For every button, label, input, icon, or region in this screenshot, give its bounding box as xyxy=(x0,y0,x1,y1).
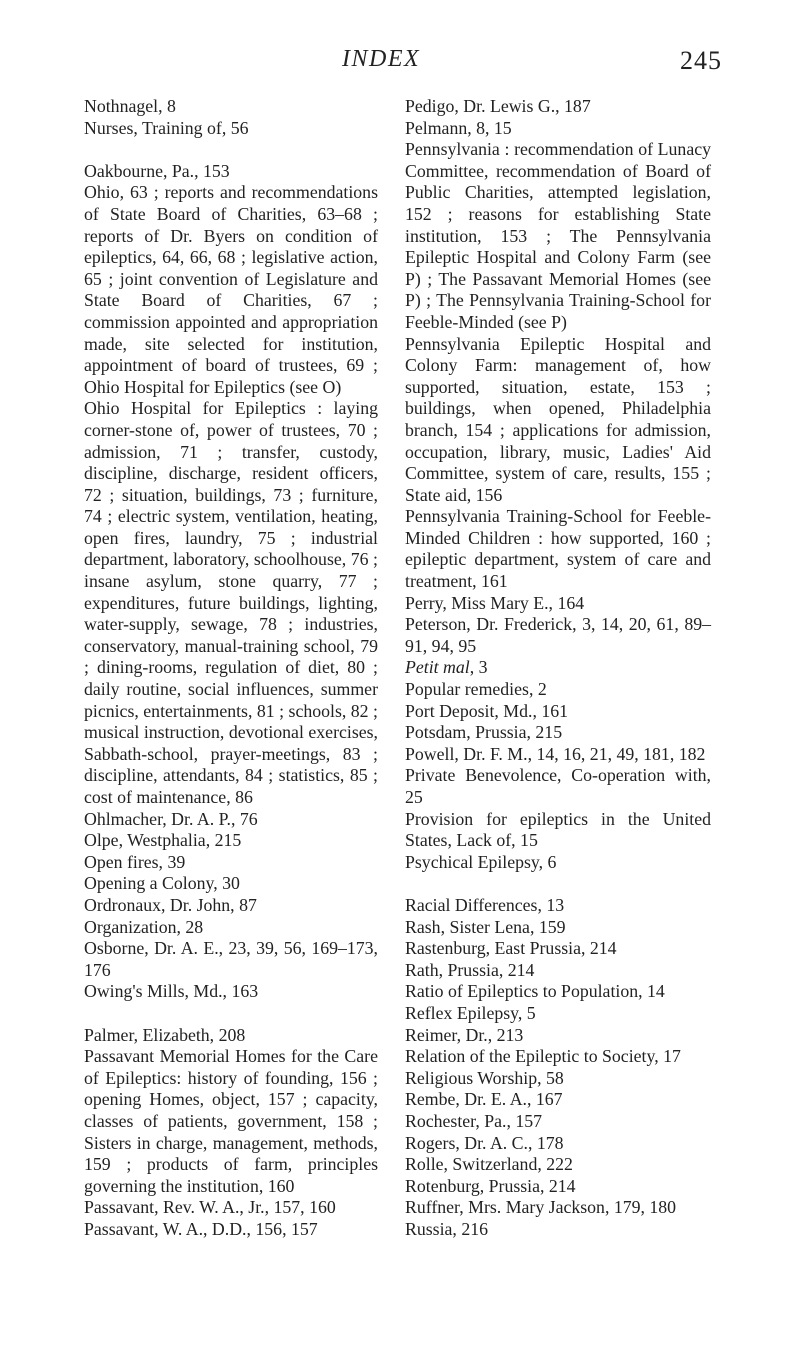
index-entry-text: Rolle, Switzerland, 222 xyxy=(405,1154,573,1175)
index-entry-text: Rash, Sister Lena, 159 xyxy=(405,916,566,937)
index-entry xyxy=(405,118,711,140)
index-entry xyxy=(405,334,711,507)
index-entry xyxy=(84,182,378,398)
index-entry-text: Relation of the Epileptic to Society, 17 xyxy=(405,1046,681,1067)
index-entry xyxy=(84,161,378,183)
index-entry-text: Psychical Epilepsy, 6 xyxy=(405,851,557,872)
page-number: 245 xyxy=(680,46,722,75)
index-entry-text: Ohio Hospital for Epileptics : laying corner-stone of, power of trustees, 70 ; admission, 71 ; transfer, custody, discipline, discharge, resident officers, 72 ; situation, buildings, 73 ; furniture, 74 ; electric system, ventilation, heating, open fires, laundry, 75 ; industrial department, laboratory, schoolhouse, 76 ; insane asylum, stone quarry, 77 ; expenditures, future buildings, lighting, water-supply, sewage, 78 ; industries, conservatory, manual-training school, 79 ; dining-rooms, regulation of diet, 80 ; daily routine, social influences, summer picnics, entertainments, 81 ; schools, 82 ; musical instruction, devotional exercises, Sabbath-school, prayer-meetings, 83 ; discipline, attendants, 84 ; statistics, 85 ; cost of maintenance, 86 xyxy=(84,398,378,807)
index-entry xyxy=(405,593,711,615)
index-entry xyxy=(405,1046,711,1068)
index-entry-text: Ruffner, Mrs. Mary Jackson, 179, 180 xyxy=(405,1197,677,1218)
index-column-right xyxy=(405,96,711,1240)
index-entry-text: Passavant, Rev. W. A., Jr., 157, 160 xyxy=(84,1197,336,1218)
index-entry-text: Pennsylvania Epileptic Hospital and Colony Farm: management of, how supported, situation, estate, 153 ; buildings, when opened, Philadelphia branch, 154 ; applications for admission, occupation, library, music, Ladies' Aid Committee, system of care, results, 155 ; State aid, 156 xyxy=(405,333,711,505)
index-entry xyxy=(84,873,378,895)
index-entry-text: Nothnagel, 8 xyxy=(84,96,176,116)
index-entry-text: Provision for epileptics in the United States, Lack of, 15 xyxy=(405,808,711,851)
index-entry-text: Russia, 216 xyxy=(405,1218,488,1239)
index-entry-text: Reimer, Dr., 213 xyxy=(405,1024,524,1045)
index-entry-text: Organization, 28 xyxy=(84,916,204,937)
index-entry-text: Peterson, Dr. Frederick, 3, 14, 20, 61, 89–91, 94, 95 xyxy=(405,614,711,656)
index-entry xyxy=(84,809,378,831)
index-entry-italic-term: Petit mal xyxy=(405,657,470,678)
index-entry xyxy=(405,1089,711,1111)
index-entry xyxy=(405,657,711,679)
index-entry-text: Ratio of Epileptics to Population, 14 xyxy=(405,981,665,1002)
index-entry xyxy=(405,722,711,744)
index-entry-text: Rogers, Dr. A. C., 178 xyxy=(405,1132,564,1153)
index-entry xyxy=(405,1219,711,1241)
index-entry xyxy=(405,506,711,592)
letter-group-gap xyxy=(84,139,378,161)
index-entry-text: Powell, Dr. F. M., 14, 16, 21, 49, 181, 182 xyxy=(405,743,706,764)
index-entry xyxy=(405,96,711,118)
index-entry-text: Private Benevolence, Co-operation with, 25 xyxy=(405,765,711,807)
index-entry-text: Osborne, Dr. A. E., 23, 39, 56, 169–173, 176 xyxy=(84,938,378,980)
index-entry-text: Rastenburg, East Prussia, 214 xyxy=(405,938,617,959)
index-entry-text: Ohlmacher, Dr. A. P., 76 xyxy=(84,808,258,829)
letter-group-gap xyxy=(405,873,711,895)
index-entry xyxy=(405,614,711,657)
index-entry xyxy=(405,981,711,1003)
index-entry-text: Religious Worship, 58 xyxy=(405,1067,564,1088)
index-entry-text: Olpe, Westphalia, 215 xyxy=(84,830,242,851)
index-entry-text: Racial Differences, 13 xyxy=(405,894,565,915)
index-entry-text: Rembe, Dr. E. A., 167 xyxy=(405,1089,563,1110)
index-entry xyxy=(84,398,378,808)
index-entry xyxy=(405,1133,711,1155)
index-entry-text: Ordronaux, Dr. John, 87 xyxy=(84,894,257,915)
index-entry-text: Nurses, Training of, 56 xyxy=(84,117,249,138)
index-entry xyxy=(84,938,378,981)
index-entry-text: , 3 xyxy=(469,657,488,678)
index-entry-text: Passavant Memorial Homes for the Care of Epileptics: history of founding, 156 ; opening Homes, object, 157 ; capacity, classes of patients, government, 158 ; Sisters in charge, management, methods, 159 ; products of farm, principles governing the institution, 160 xyxy=(84,1046,378,1196)
index-entry xyxy=(405,765,711,808)
index-entry-text: Perry, Miss Mary E., 164 xyxy=(405,592,585,613)
index-entry-text: Popular remedies, 2 xyxy=(405,679,547,700)
index-entry xyxy=(84,1197,378,1219)
index-entry-text: Pennsylvania Training-School for Feeble-Minded Children : how supported, 160 ; epileptic department, system of care and treatment, 161 xyxy=(405,506,711,592)
index-entry xyxy=(405,895,711,917)
index-entry-text: Pedigo, Dr. Lewis G., 187 xyxy=(405,96,591,116)
index-entry-text: Rotenburg, Prussia, 214 xyxy=(405,1175,576,1196)
index-entry xyxy=(405,1111,711,1133)
index-entry xyxy=(84,1025,378,1047)
index-entry xyxy=(405,701,711,723)
index-entry xyxy=(84,1219,378,1241)
index-entry-text: Reflex Epilepsy, 5 xyxy=(405,1002,536,1023)
index-entry-text: Rath, Prussia, 214 xyxy=(405,959,535,980)
index-entry-text: Open fires, 39 xyxy=(84,851,186,872)
index-entry xyxy=(84,830,378,852)
index-entry xyxy=(84,1046,378,1197)
index-entry-text: Passavant, W. A., D.D., 156, 157 xyxy=(84,1218,318,1239)
index-entry-text: Opening a Colony, 30 xyxy=(84,873,240,894)
index-entry xyxy=(405,1025,711,1047)
index-entry xyxy=(84,96,378,118)
index-entry xyxy=(84,895,378,917)
index-entry xyxy=(405,1154,711,1176)
index-entry-text: Rochester, Pa., 157 xyxy=(405,1110,543,1131)
index-entry xyxy=(84,917,378,939)
index-entry xyxy=(405,938,711,960)
index-entry-text: Owing's Mills, Md., 163 xyxy=(84,981,259,1002)
index-entry-text: Pelmann, 8, 15 xyxy=(405,117,512,138)
index-entry xyxy=(405,1068,711,1090)
index-entry xyxy=(405,679,711,701)
index-entry xyxy=(405,960,711,982)
index-entry xyxy=(405,809,711,852)
index-entry xyxy=(84,118,378,140)
index-entry xyxy=(405,1197,711,1219)
index-entry xyxy=(405,139,711,333)
index-entry xyxy=(405,1003,711,1025)
index-entry-text: Ohio, 63 ; reports and recommendations of State Board of Charities, 63–68 ; reports of Dr. Byers on condition of epileptics, 64, 66, 68 ; legislative action, 65 ; joint convention of Legislature and State Board of Charities, 67 ; commission appointed and appropriation made, site selected for institution, appointment of board of trustees, 69 ; Ohio Hospital for Epileptics (see O) xyxy=(84,182,378,397)
index-entry xyxy=(405,917,711,939)
index-entry xyxy=(405,1176,711,1198)
running-head-title: INDEX xyxy=(342,46,421,72)
index-entry xyxy=(405,744,711,766)
index-entry xyxy=(405,852,711,874)
index-entry xyxy=(84,852,378,874)
index-entry-text: Pennsylvania : recommendation of Lunacy Committee, recommendation of Board of Public Charities, attempted legislation, 152 ; reasons for establishing State institution, 153 ; The Pennsylvania Epileptic Hospital and Colony Farm (see P) ; The Passavant Memorial Homes (see P) ; The Pennsylvania Training-School for Feeble-Minded (see P) xyxy=(405,139,711,332)
index-entry-text: Palmer, Elizabeth, 208 xyxy=(84,1024,246,1045)
index-entry-text: Potsdam, Prussia, 215 xyxy=(405,722,563,743)
index-entry xyxy=(84,981,378,1003)
index-entry-text: Port Deposit, Md., 161 xyxy=(405,700,569,721)
letter-group-gap xyxy=(84,1003,378,1025)
running-header xyxy=(0,38,800,78)
index-column-left xyxy=(84,96,378,1240)
index-entry-text: Oakbourne, Pa., 153 xyxy=(84,160,230,181)
